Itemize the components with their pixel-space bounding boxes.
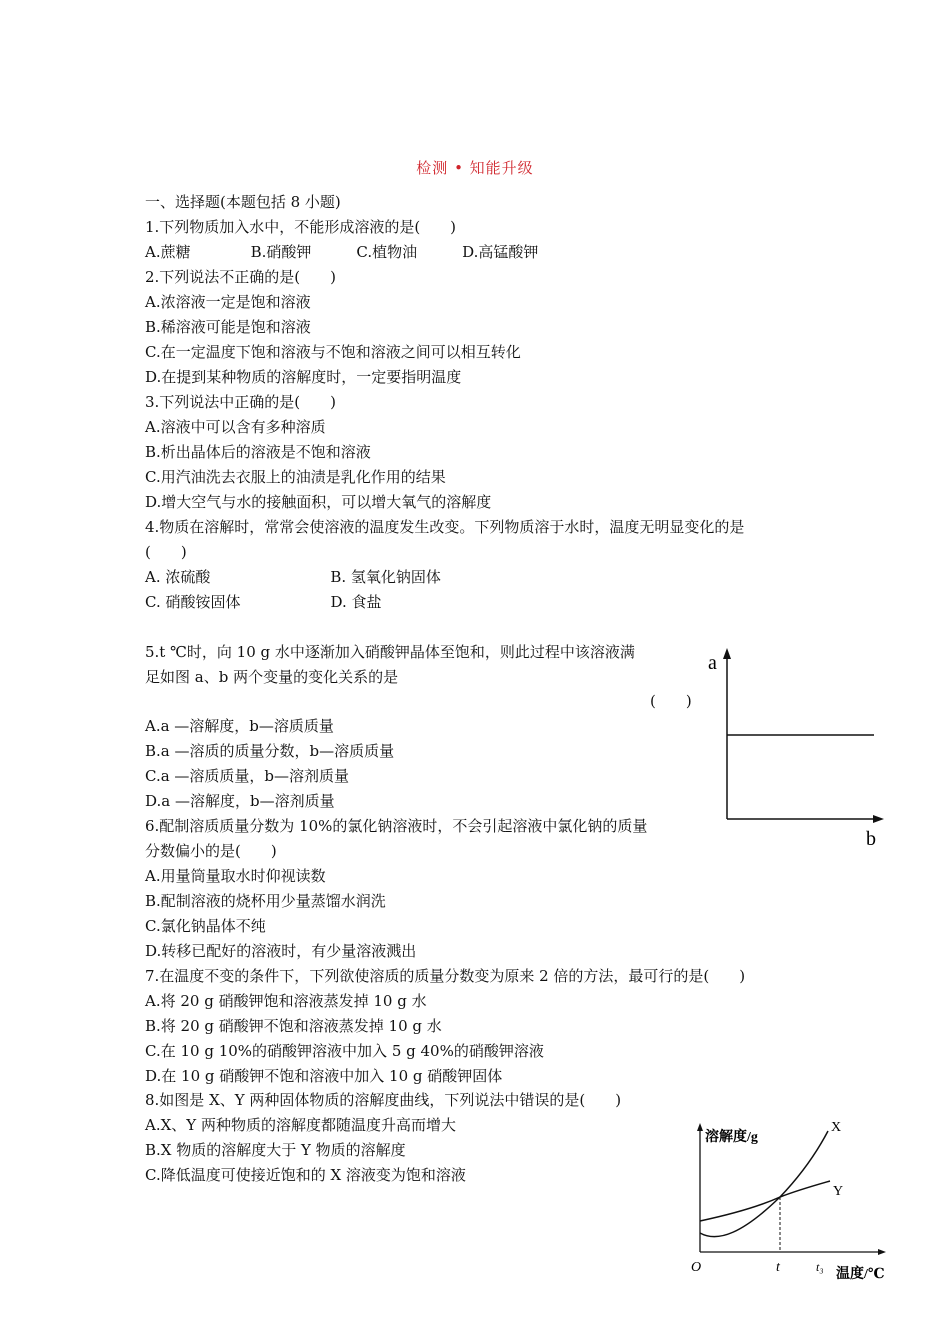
q2-stem: 2.下列说法不正确的是( )	[145, 268, 337, 286]
q8-x-arrow	[878, 1249, 886, 1255]
q3-option-b: B.析出晶体后的溶液是不饱和溶液	[145, 443, 371, 461]
q1-stem: 1.下列物质加入水中，不能形成溶液的是( )	[145, 218, 457, 236]
q6-stem: 6.配制溶质质量分数为 10%的氯化钠溶液时，不会引起溶液中氯化钠的质量	[145, 817, 648, 835]
q5-y-arrow	[723, 648, 731, 659]
q8-option-b: B.X 物质的溶解度大于 Y 物质的溶解度	[145, 1141, 406, 1159]
q5-y-label: a	[708, 652, 717, 674]
q8-origin-label: O	[691, 1260, 702, 1275]
q2-option-d: D.在提到某种物质的溶解度时，一定要指明温度	[145, 368, 462, 386]
q3-option-d: D.增大空气与水的接触面积，可以增大氧气的溶解度	[145, 493, 492, 511]
q7-option-d: D.在 10 g 硝酸钾不饱和溶液中加入 10 g 硝酸钾固体	[145, 1067, 503, 1085]
q7-stem: 7.在温度不变的条件下，下列欲使溶质的质量分数变为原来 2 倍的方法，最可行的是( )	[145, 967, 746, 985]
q6-stem-cont: 分数偏小的是( )	[145, 842, 277, 860]
q6-option-b: B.配制溶液的烧杯用少量蒸馏水润洗	[145, 892, 386, 910]
q4-stem: 4.物质在溶解时，常常会使溶液的温度发生改变。下列物质溶于水时，温度无明显变化的是	[145, 518, 745, 536]
q8-y-arrow	[697, 1123, 703, 1131]
q7-option-c: C.在 10 g 10%的硝酸钾溶液中加入 5 g 40%的硝酸钾溶液	[145, 1042, 544, 1060]
q4-stem-bracket: ( )	[145, 543, 187, 561]
q8-tick-t3: t₃	[816, 1260, 824, 1274]
q5-stem: 5.t ℃时，向 10 g 水中逐渐加入硝酸钾晶体至饱和，则此过程中该溶液满	[145, 643, 635, 661]
q8-curve-x	[700, 1131, 828, 1237]
q3-option-c: C.用汽油洗去衣服上的油渍是乳化作用的结果	[145, 468, 446, 486]
q7-option-b: B.将 20 g 硝酸钾不饱和溶液蒸发掉 10 g 水	[145, 1017, 442, 1035]
q5-stem-cont: 足如图 a、b 两个变量的变化关系的是	[145, 668, 399, 686]
q8-stem: 8.如图是 X、Y 两种固体物质的溶解度曲线，下列说法中错误的是( )	[145, 1091, 622, 1109]
q5-option-a: A.a —溶解度，b—溶质质量	[145, 717, 334, 735]
q5-option-d: D.a —溶解度，b—溶剂质量	[145, 792, 335, 810]
page-title: 检测 • 知能升级	[416, 159, 534, 177]
q8-y-label: 溶解度/g	[705, 1130, 758, 1145]
q6-option-c: C.氯化钠晶体不纯	[145, 917, 266, 935]
q2-option-a: A.浓溶液一定是饱和溶液	[145, 293, 311, 311]
q5-option-b: B.a —溶质的质量分数，b—溶质质量	[145, 742, 395, 760]
q8-curve-y-label: Y	[833, 1184, 844, 1199]
q8-curve-y	[700, 1181, 830, 1221]
q2-option-c: C.在一定温度下饱和溶液与不饱和溶液之间可以相互转化	[145, 343, 521, 361]
q8-curve-x-label: X	[831, 1120, 842, 1135]
q6-option-d: D.转移已配好的溶液时，有少量溶液溅出	[145, 942, 417, 960]
q5-x-arrow	[873, 815, 884, 823]
q8-option-c: C.降低温度可使接近饱和的 X 溶液变为饱和溶液	[145, 1166, 466, 1184]
q8-solubility-graph	[688, 1115, 898, 1285]
q6-option-a: A.用量筒量取水时仰视读数	[145, 867, 326, 885]
q8-x-label: 温度/℃	[836, 1267, 885, 1282]
q4-options-cd: C. 硝酸铵固体 D. 食盐	[145, 593, 382, 611]
q3-option-a: A.溶液中可以含有多种溶质	[145, 418, 326, 436]
q3-stem: 3.下列说法中正确的是( )	[145, 393, 337, 411]
q2-option-b: B.稀溶液可能是饱和溶液	[145, 318, 311, 336]
q5-graph	[700, 645, 890, 855]
q5-option-c: C.a —溶质质量，b—溶剂质量	[145, 767, 350, 785]
q8-tick-t: t	[776, 1260, 780, 1275]
q8-option-a: A.X、Y 两种物质的溶解度都随温度升高而增大	[145, 1116, 456, 1134]
section-heading: 一、选择题(本题包括 8 小题)	[145, 193, 341, 211]
q5-x-label: b	[866, 828, 876, 850]
q4-options-ab: A. 浓硫酸 B. 氢氧化钠固体	[145, 568, 441, 586]
q1-options: A.蔗糖 B.硝酸钾 C.植物油 D.高锰酸钾	[145, 243, 539, 261]
q5-answer-bracket: ( )	[650, 692, 692, 710]
q7-option-a: A.将 20 g 硝酸钾饱和溶液蒸发掉 10 g 水	[145, 992, 427, 1010]
